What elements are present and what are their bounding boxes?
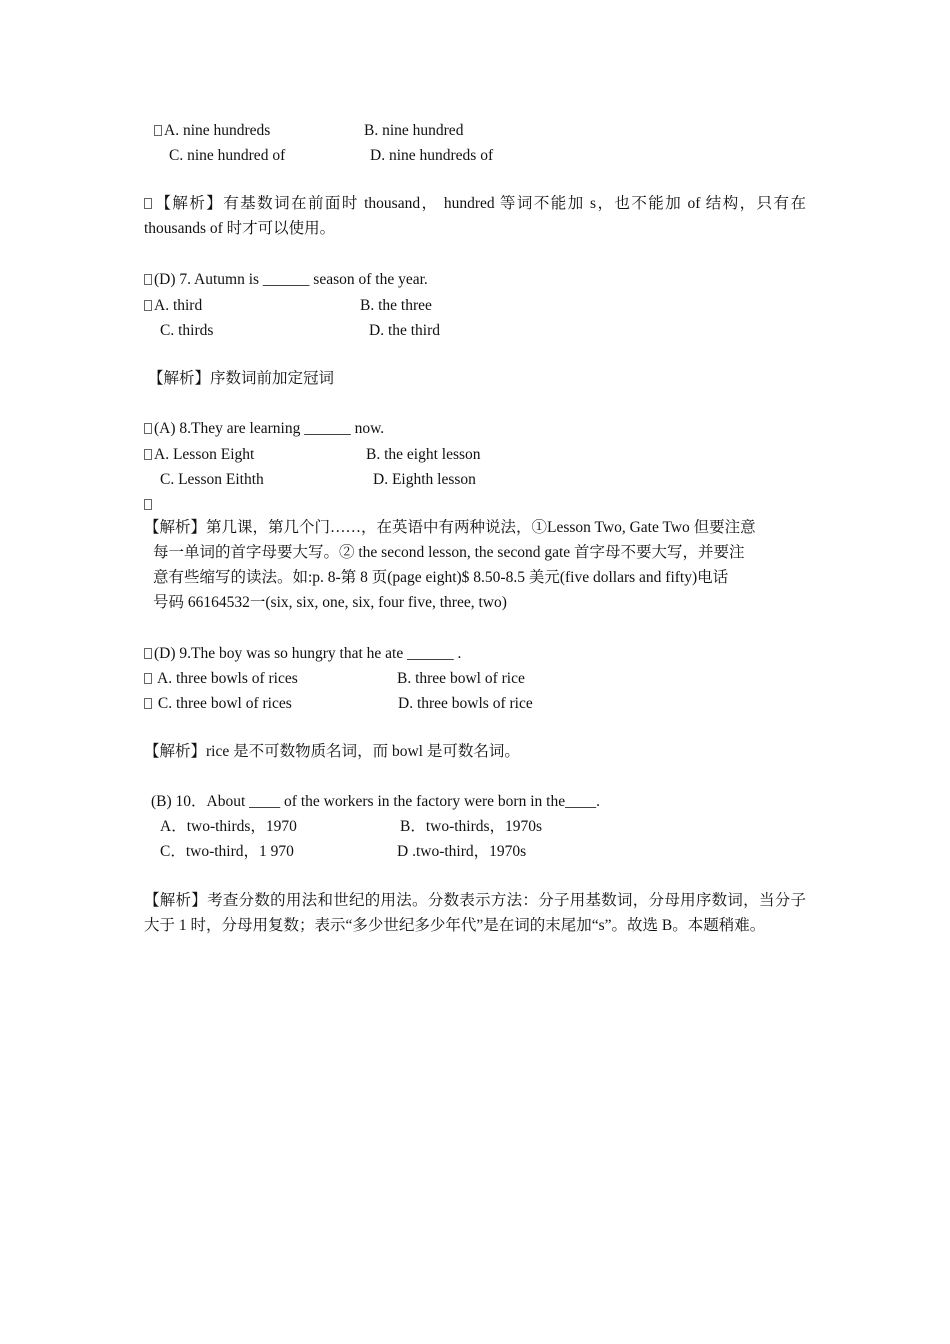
box-glyph-icon: [144, 274, 152, 285]
q7-analysis: 【解析】序数词前加定冠词: [148, 370, 335, 387]
q8-analysis-line-3: 意有些缩写的读法。如:p. 8-第 8 页(page eight)$ 8.50-8.5 美元(five dollars and fifty)电话: [153, 569, 729, 586]
q9-analysis: 【解析】rice 是不可数物质名词，而 bowl 是可数名词。: [144, 743, 520, 760]
box-glyph-icon: [144, 499, 152, 510]
q10-option-b: B．two-thirds，1970s: [400, 818, 543, 835]
q9-option-c: C. three bowl of rices: [144, 696, 292, 712]
q9-option-b: B. three bowl of rice: [397, 670, 525, 687]
box-glyph-icon: [144, 449, 152, 460]
box-glyph-icon: [144, 198, 152, 209]
q10-option-d: D .two-third，1970s: [397, 843, 527, 860]
q7-option-a: A. third: [144, 298, 202, 314]
q6-option-c: C. nine hundred of: [169, 147, 286, 164]
q8-option-b: B. the eight lesson: [366, 446, 481, 463]
q8-stem: (A) 8.They are learning ______ now.: [144, 421, 384, 437]
q7-option-d: D. the third: [369, 322, 441, 339]
box-glyph-icon: [144, 673, 152, 684]
q10-stem: (B) 10．About ____ of the workers in the factory were born in the____.: [151, 793, 600, 810]
q7-option-b: B. the three: [360, 297, 432, 314]
box-glyph-icon: [144, 648, 152, 659]
box-glyph-icon: [154, 125, 162, 136]
q6-analysis: 【解析】有基数词在前面时 thousand， hundred 等词不能加 s，也不能加 of 结构，只有在 thousands of 时才可以使用。: [144, 195, 806, 237]
q10-analysis: 【解析】考查分数的用法和世纪的用法。分数表示方法：分子用基数词，分母用序数词，当分子大于 1 时，分母用复数；表示“多少世纪多少年代”是在词的末尾加“s”。故选 B。本题稍难。: [144, 892, 806, 934]
q8-option-a: A. Lesson Eight: [144, 447, 254, 463]
q7-stem: (D) 7. Autumn is ______ season of the year.: [144, 272, 428, 288]
q9-stem: (D) 9.The boy was so hungry that he ate ______ .: [144, 646, 461, 662]
q7-option-c: C. thirds: [160, 322, 214, 339]
q8-option-d: D. Eighth lesson: [373, 471, 476, 488]
q10-option-a: A．two-thirds，1970: [160, 818, 297, 835]
q9-option-a: A. three bowls of rices: [144, 671, 298, 687]
box-glyph-icon: [144, 423, 152, 434]
box-glyph-icon: [144, 300, 152, 311]
q6-option-b: B. nine hundred: [364, 122, 464, 139]
q6-option-a: A. nine hundreds: [154, 123, 270, 139]
q9-option-d: D. three bowls of rice: [398, 695, 533, 712]
q6-option-d: D. nine hundreds of: [370, 147, 494, 164]
q8-analysis-line-4: 号码 66164532一(six, six, one, six, four five, three, two): [153, 594, 507, 611]
q10-option-c: C．two-third，1 970: [160, 843, 294, 860]
q8-analysis-line-2: 每一单词的首字母要大写。② the second lesson, the second gate 首字母不要大写，并要注: [153, 544, 745, 561]
q8-analysis-line-1: 【解析】第几课，第几个门……，在英语中有两种说法，①Lesson Two, Gate Two 但要注意: [144, 519, 756, 536]
q8-option-c: C. Lesson Eithth: [160, 471, 264, 488]
box-glyph-icon: [144, 698, 152, 709]
q8-empty-line: [144, 497, 154, 513]
